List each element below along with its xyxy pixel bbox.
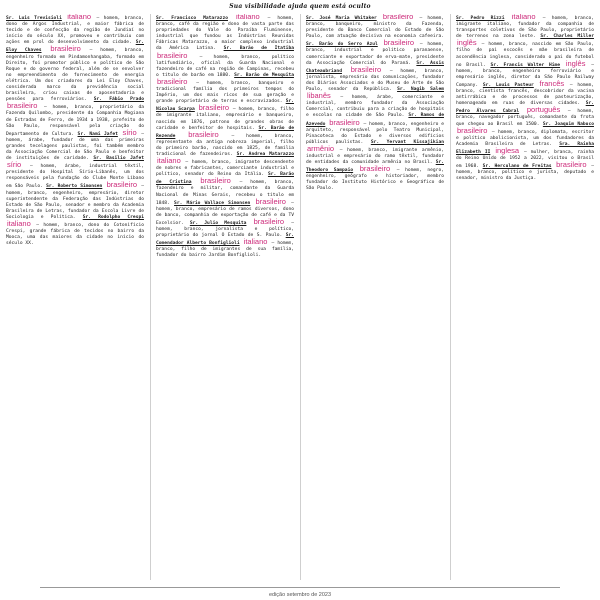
honoree-description: – homem, branco, café da região e dono de vasta parte das propriedades do Vale do Paraíba Fluminense, industrial que fundou as Indústrias Reunidas Fábricas Matarazzo, o maior complexo industrial da América Latina. <box>156 16 294 52</box>
honoree-description: – homem, branco, proprietário da Fazenda Quilombo, presidente da Companhia Mogiana de Estradas de Ferro, de 1934 a 1938, prefeito de São Paulo, responsável pela criação do Departamento de Cultura. <box>6 105 144 137</box>
honoree-name: Sra. Rainha Elizabeth II <box>456 141 594 155</box>
origin-tag: inglês <box>457 38 477 48</box>
honoree-description: – homem, branco, imigrante descendente de nobres e fabricantes, comerciante industrial e político, senador do Reino da Itália. <box>156 160 294 178</box>
honoree-name: Sr. Ramos de Azevedo <box>306 113 444 127</box>
honoree-name: Sr. Fábio Prado <box>93 97 144 103</box>
origin-tag: sírio <box>122 127 137 137</box>
honoree-description: – homem, branco, diplomata, escritor e político abolicionista, um dos fundadores da Academia Brasileira de Letras. <box>456 129 594 147</box>
origin-tag: francês <box>539 78 565 88</box>
origin-tag: brasileiro <box>382 14 414 21</box>
honoree-description: – homem, árabe, comerciante e industrial, membro fundador da Associação Comercial, contribuiu para a criação de hospitais e escolas na cidade de São Paulo. <box>306 95 444 119</box>
origin-tag: brasileiro <box>457 125 488 135</box>
honoree-name: Sr. Francisco Matarazzo <box>156 16 228 21</box>
origin-tag: brasileiro <box>157 76 188 86</box>
column-2 <box>150 14 294 580</box>
honoree-description: – homem, árabe, fundador de uma das primeiras grandes tecelagens paulistas, foi também membro da Associação Comercial de São Paulo e benfeitor de instituições de caridade. <box>6 131 144 162</box>
origin-tag: brasileiro <box>253 216 285 226</box>
honoree-name: Sr. Assis Chateaubriand <box>306 60 444 74</box>
honoree-name: Sr. Rodolpho Crespi <box>82 214 144 220</box>
honoree-description: – homem, branco, dono de Argos Industrial, e maior fábrica de tecido e de confecção da região de Jundiaí no início do século XX, promoveu e contribuiu com ações em prol do desenvolvimento da cidade. <box>6 16 144 46</box>
honoree-description: – homem, branco, jornalista e político, proprietário do jornal O Estado de S. Paulo. <box>156 220 294 239</box>
origin-tag: brasileiro <box>157 50 188 60</box>
origin-tag: brasileiro <box>329 117 360 127</box>
honoree-description: – homem, branco, empresário de ramos diversos, dono de banco, companhia de exportação de café e da TV Excelsior. <box>156 200 294 226</box>
honoree-name: Sr. Mário Wallace Simonsen <box>174 200 251 206</box>
honoree-description: – homem, branco, industrial e político paranaense, comerciante e exportador de erva-mate, presidente da Associação Comercial do Paraná. <box>306 42 444 66</box>
honoree-description: – homem, branco, filho de imigrante italiano, empresário e banqueiro, nascido em 1876, patrono de grandes obras de caridade e benfeitor de hospitais. <box>156 107 294 131</box>
origin-tag: brasileiro <box>198 103 230 113</box>
honoree-description: – homem, branco, navegador português, comandante da frota que chegou ao Brasil em 1500. <box>456 109 594 127</box>
honoree-name: Sr. Comendador Alberto Bonfiglioli <box>156 233 294 247</box>
honoree-name: Sr. Andrea Matarazzo <box>236 151 294 157</box>
origin-tag: italiano <box>511 14 536 21</box>
honoree-name: Sr. Charles Miller <box>540 34 594 40</box>
column-3 <box>300 14 444 580</box>
honoree-name: Sr. Barão de Itatiba <box>223 46 294 52</box>
origin-tag: brasileiro <box>350 64 382 74</box>
honoree-name: Sr. Barão do Serro Azul <box>306 42 378 48</box>
honoree-description: – homem, branco, nascido em São Paulo, filho de pai escocês e mãe brasileira de ascendência inglesa, considerado o pai do futebol no Brasil. <box>456 42 594 68</box>
honoree-name: Sr. Barão de Cristina <box>156 172 294 186</box>
honoree-name: Sr. Nagib Salem <box>397 87 444 93</box>
honoree-name: Sr. Luis Trevisioli <box>6 16 62 21</box>
honoree-entry <box>6 16 144 45</box>
honoree-description: – homem, branco, filho de imigrantes de sua família, fundador do bairro Jardim Bonfiglioli. <box>156 241 294 259</box>
origin-tag: brasileiro <box>359 164 391 174</box>
honoree-description: – homem, branco, engenheiro formado em Pindamonhangaba, formado em Direito, foi promotor público e político de São Roque e do governo federal, além de se envolver no empreendimento de fornecimento de energia elétrica. Um dos criadores da Lei Eloy Chaves, considerada marco da previdência social brasileira, criou caixas de aposentadoria e pensões para ferroviários. <box>6 48 144 103</box>
honoree-name: Sr. Herculano de Freitas <box>482 164 552 170</box>
origin-tag: armênio <box>307 143 335 153</box>
honoree-description: – homem, branco, engenheiro e arquiteto, responsável pelo Teatro Municipal, Pinacoteca do Estado e diversos edifícios públicos paulistas. <box>306 121 444 145</box>
honoree-description: – homem, branco, representante da antiga nobreza imperial, filho do primeiro barão, nascido em 1825, de família tradicional de fazendeiros. <box>156 133 294 157</box>
article-columns <box>6 14 594 580</box>
origin-tag: brasileiro <box>200 176 231 186</box>
honoree-name: Sr. Joaquim Nabuco <box>542 121 594 127</box>
honoree-description: – homem, branco, banqueiro, ministro da Fazenda, presidente do Banco Comercial do Estado de São Paulo, com atuação decisiva na economia cafeeira. <box>306 16 444 40</box>
honoree-description: – homem, branco, jornalista, empresário das comunicações, fundador dos Diários Associados e do Museu de Arte de São Paulo, senador da República. <box>306 68 444 93</box>
origin-tag: brasileiro <box>255 196 286 206</box>
origin-tag: italiano <box>235 14 260 21</box>
origin-tag: brasileiro <box>188 129 219 139</box>
honoree-name: Sr. Yervant Kissajikian <box>370 139 444 145</box>
honoree-description: – homem, branco, cientista francês, descobridor da vacina antirrábica e de processos de pasteurização, homenageado em ruas de diversas cidades. <box>456 82 594 107</box>
honoree-description: – homem, branco, engenheiro, empresário, diretor superintendente da Federação das Indústrias do Estado de São Paulo, senador e membro da Academia Brasileira de Letras, fundador da Escola Livre de Sociologia e Política. <box>6 184 144 220</box>
origin-tag: brasileiro <box>556 160 587 170</box>
honoree-description: – homem, branco, imigrante italiano, fundador da companhia de transportes coletivos de São Paulo, proprietário de terrenos na zona leste. <box>456 16 594 40</box>
honoree-name: Sr. Roberto Simonsen <box>46 184 103 190</box>
origin-tag: italiano <box>157 156 181 166</box>
honoree-description: – homem, branco, político e jurista, deputado e senador, ministro da Justiça. <box>456 164 594 182</box>
honoree-description: – homem, branco, imigrante armênio, industrial e empresário do ramo têxtil, fundador de entidades da comunidade armênia no Brasil. <box>306 147 444 166</box>
origin-tag: italiano <box>67 14 92 21</box>
honoree-entry <box>6 40 144 102</box>
honoree-name: Sr. Louis Pasteur <box>482 82 534 88</box>
honoree-entry <box>306 16 444 39</box>
honoree-description: – homem, branco, político latifundiário, oficial da Guarda Nacional e fazendeiro de café na região de Campinas, recebeu o título de barão em 1880. <box>156 54 294 78</box>
honoree-description: – homem, negro, engenheiro, geógrafo e historiador, membro fundador do Instituto Histórico e Geográfico de São Paulo. <box>306 168 444 192</box>
honoree-name: Sr. Francis Walter Hime <box>490 62 561 68</box>
honoree-name: Sr. Barão de Rezende <box>156 125 294 139</box>
honoree-name: Sr. Eloy Chaves <box>6 40 144 54</box>
honoree-name: Sr. José Maria Whitaker <box>306 16 377 21</box>
honoree-name: Sr. Barão de Mesquita <box>234 72 294 78</box>
origin-tag: italiano <box>243 237 268 247</box>
honoree-description: – homem, branco, dono do Cotonifício Crespi, grande fábrica de tecidos no bairro da Mooca, uma das maiores da cidade no início do século XX. <box>6 223 144 247</box>
column-1 <box>6 14 144 580</box>
origin-tag: italiano <box>7 219 31 228</box>
origin-tag: brasileiro <box>383 38 415 48</box>
honoree-name: Sr. Basilio Jafet <box>93 156 144 162</box>
honoree-name: Sr. Theodoro Sampaio <box>306 160 444 174</box>
honoree-name: Sr. Julio Mesquita <box>189 220 247 226</box>
honoree-description: – mulher, branca, rainha do Reino Unido de 1952 a 2022, visitou o Brasil em 1968. <box>456 149 594 170</box>
honoree-description: – homem, branco, banqueiro e tradicional família dos primeiros tempos do Império, um dos mais ricos de sua geração e grande proprietário de terras e escravizados. <box>156 80 294 105</box>
honoree-entry <box>306 140 444 165</box>
origin-tag: inglês <box>565 58 586 68</box>
origin-tag: brasileiro <box>106 180 137 190</box>
origin-tag: português <box>526 105 561 115</box>
origin-tag: sírio <box>7 160 22 170</box>
honoree-name: Sr. Nami Jafet <box>77 131 118 137</box>
footer-edition: edição setembro de 2023 <box>268 592 332 598</box>
honoree-name: Sr. Nicolau Scarpa <box>156 99 294 113</box>
column-4 <box>450 14 594 580</box>
footer-divider <box>40 587 560 588</box>
origin-tag: libanês <box>307 91 331 101</box>
honoree-description: – homem, branco, fazendeiro e militar, comandante da Guarda Nacional de Minas Gerais, recebeu o título em 1848. <box>156 180 294 206</box>
origin-tag: inglesa <box>495 145 520 155</box>
honoree-name: Sr. Pedro Álvares Cabral <box>456 101 594 115</box>
page-header-title: Sua visibilidade ajuda quem está oculto <box>229 3 371 10</box>
origin-tag: brasileiro <box>50 44 81 54</box>
honoree-description: – homem, branco, engenheiro ferroviário e empresário inglês, diretor da São Paulo Railway Company. <box>456 62 594 88</box>
origin-tag: brasileiro <box>7 101 38 111</box>
honoree-description: – homem, árabe, industrial têxtil, presidente do Hospital Sírio-Libanês, um dos responsáveis pela fundação do Clube Monte Líbano em São Paulo. <box>6 164 144 190</box>
honoree-name: Sr. Pedro Rizzi <box>456 16 505 21</box>
